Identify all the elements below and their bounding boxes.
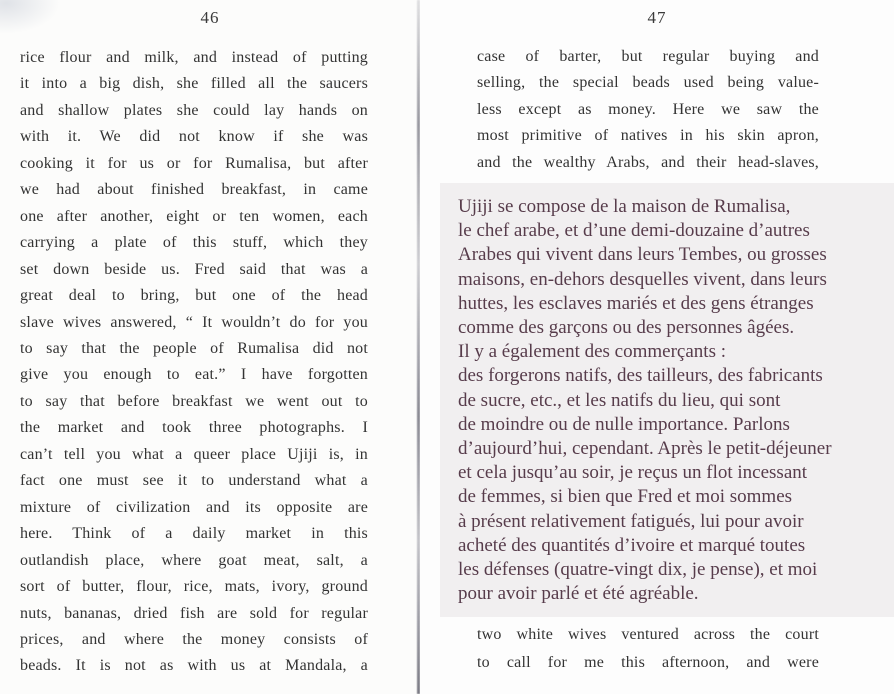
text-line: one after another, eight or ten women, each (20, 207, 368, 225)
right-page-text-bottom (477, 621, 819, 676)
text-line: set down beside us. Fred said that was a (20, 260, 368, 278)
text-line: it into a big dish, she filled all the saucers (20, 75, 368, 93)
text-line: with it. We did not know if she was (20, 128, 368, 146)
text-line: rice flour and milk, and instead of putting (20, 49, 368, 66)
text-line: nuts, bananas, dried fish are sold for regular (20, 604, 368, 622)
translation-text-line: acheté des quantités d’ivoire et marqué toutes (458, 534, 806, 556)
translation-text-line: de sucre, etc., et les natifs du lieu, qui sont (458, 389, 781, 411)
right-page-text-top (477, 44, 819, 176)
translation-text-line: des forgerons natifs, des tailleurs, des fabricants (458, 365, 823, 387)
translation-text-line: comme des garçons ou des personnes âgées. (458, 317, 795, 339)
text-line: to say that before breakfast we went out to (20, 392, 368, 410)
translation-text-line: les défenses (quatre-vingt dix, je pense), et moi (458, 559, 818, 581)
text-line: give you enough to eat.” I have forgotten (20, 366, 368, 384)
page-number-right: 47 (647, 8, 667, 27)
page-number-left: 46 (200, 8, 220, 27)
text-line: beads. It is not as with us at Mandala, a (20, 657, 368, 675)
translation-text-line: pour avoir parlé et été agréable. (458, 583, 699, 605)
text-line: fact one must see it to understand what a (20, 472, 368, 490)
text-line: selling, the special beads used being value- (477, 74, 819, 92)
translation-text-line: Arabes qui vivent dans leurs Tembes, ou grosses (458, 244, 827, 266)
text-line: sort of butter, flour, rice, mats, ivory, ground (20, 578, 368, 596)
text-line: mixture of civilization and its opposite are (20, 498, 368, 516)
text-line: outlandish place, where goat meat, salt, a (20, 551, 368, 569)
page-right (420, 0, 894, 694)
text-line: most primitive of natives in his skin apron, (477, 127, 819, 145)
text-line: great deal to bring, but one of the head (20, 287, 368, 305)
text-line: can’t tell you what a queer place Ujiji is, in (20, 445, 368, 463)
left-page-text (20, 45, 368, 680)
text-line: the market and took three photographs. I (20, 419, 368, 437)
translation-overlay (440, 183, 894, 617)
translation-text-line: et cela jusqu’au soir, je reçus un flot incessant (458, 462, 808, 484)
text-line: to call for me this afternoon, and were (477, 653, 819, 671)
translation-text-line: d’aujourd’hui, cependant. Après le petit-déjeuner (458, 438, 832, 460)
text-line: slave wives answered, “ It wouldn’t do for you (20, 313, 368, 331)
text-line: here. Think of a daily market in this (20, 525, 368, 543)
text-line: two white wives ventured across the court (477, 626, 819, 643)
text-line: and the wealthy Arabs, and their head-slaves, (477, 153, 819, 171)
text-line: case of barter, but regular buying and (477, 48, 819, 65)
translation-text-line: huttes, les esclaves mariés et des gens étranges (458, 292, 814, 314)
text-line: cooking it for us or for Rumalisa, but after (20, 154, 368, 172)
text-line: we had about finished breakfast, in came (20, 181, 368, 199)
translation-text-line: le chef arabe, et d’une demi-douzaine d’autres (458, 220, 810, 242)
text-line: and shallow plates she could lay hands on (20, 101, 368, 119)
translation-text-line: Il y a également des commerçants : (458, 341, 727, 363)
text-line: prices, and where the money consists of (20, 630, 368, 648)
text-line: carrying a plate of this stuff, which they (20, 234, 368, 252)
translation-text-line: de femmes, si bien que Fred et moi sommes (458, 486, 793, 508)
translation-text-line: Ujiji se compose de la maison de Rumalisa, (458, 196, 791, 217)
text-line: to say that the people of Rumalisa did not (20, 339, 368, 357)
page-left (0, 0, 420, 694)
text-line: less except as money. Here we saw the (477, 100, 819, 118)
translation-text-line: à présent relativement fatigués, lui pour avoir (458, 510, 804, 532)
translation-text-line: maisons, en-dehors desquelles vivent, dans leurs (458, 268, 827, 290)
translation-text-line: de moindre ou de nulle importance. Parlons (458, 413, 790, 435)
